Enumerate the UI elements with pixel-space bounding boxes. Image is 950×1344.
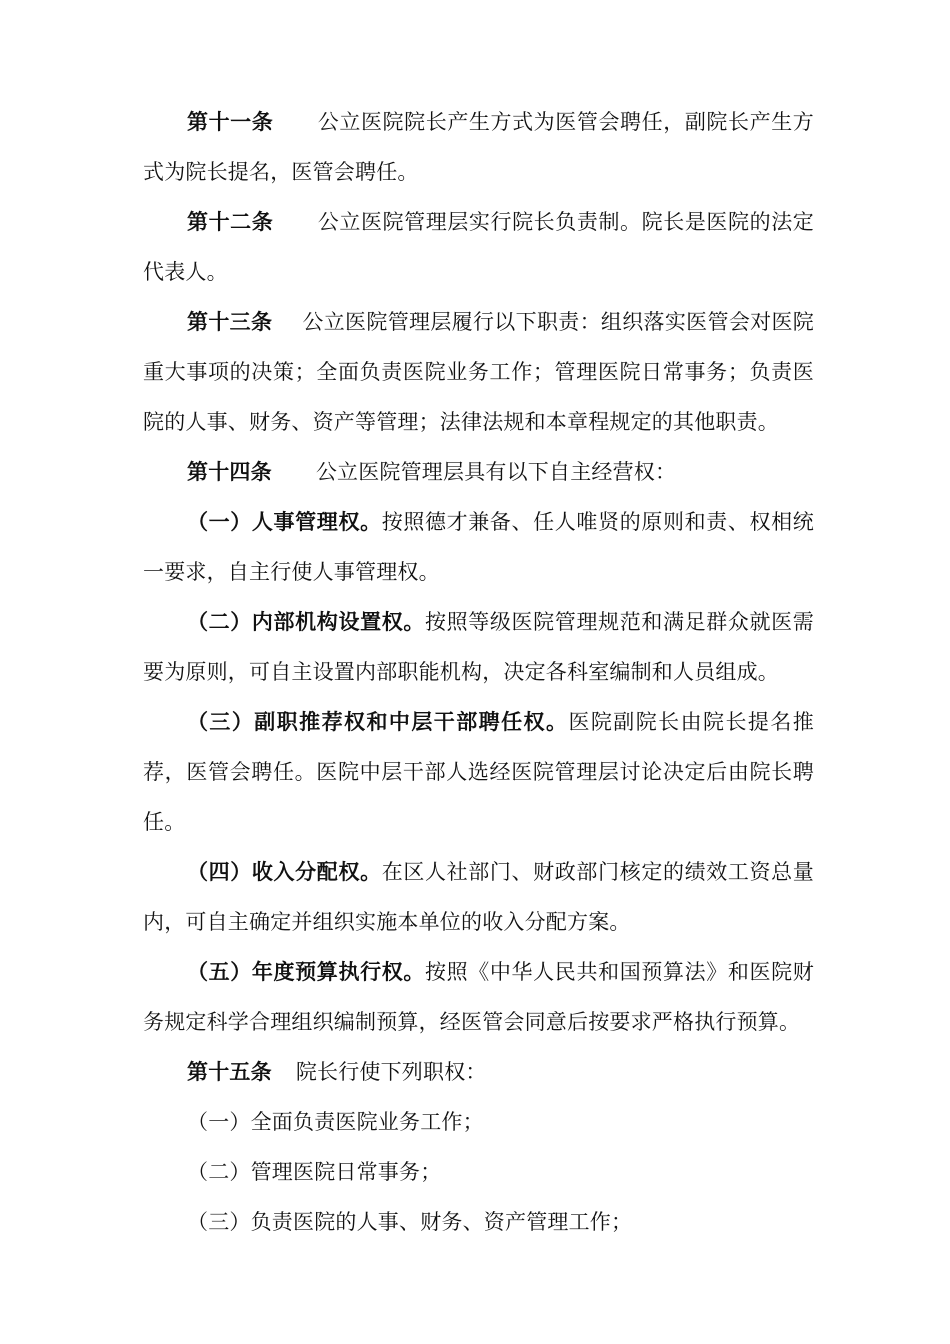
list-item <box>143 1097 814 1147</box>
clause-text: 按照《中华人民共和国预算法》和医院财务规定科学合理组织编制预算，经医管会同意后按要求严格执行预算。 <box>143 960 814 1034</box>
article-text: 公立医院管理层实行院长负责制。院长是医院的法定代表人。 <box>143 210 814 284</box>
list-item-text: （三）负责医院的人事、财务、资产管理工作； <box>187 1210 633 1234</box>
clause-lead: （二）内部机构设置权。 <box>187 609 425 634</box>
article-12 <box>143 197 814 297</box>
article-number: 第十一条 <box>187 109 274 134</box>
clause-text: 在区人社部门、财政部门核定的绩效工资总量内，可自主确定并组织实施本单位的收入分配方案。 <box>143 860 814 934</box>
list-item-text: （一）全面负责医院业务工作； <box>187 1110 484 1134</box>
article-number: 第十二条 <box>187 209 274 234</box>
clause-budget <box>143 947 814 1047</box>
clause-income <box>143 847 814 947</box>
article-text: 公立医院管理层具有以下自主经营权： <box>315 460 677 484</box>
article-11 <box>143 97 814 197</box>
clause-structure <box>143 597 814 697</box>
clause-lead: （三）副职推荐权和中层干部聘任权。 <box>187 709 569 734</box>
clause-lead: （四）收入分配权。 <box>187 859 382 884</box>
document-body <box>143 97 814 1247</box>
article-number: 第十五条 <box>187 1059 272 1084</box>
article-number: 第十四条 <box>187 459 272 484</box>
article-text: 公立医院院长产生方式为医管会聘任，副院长产生方式为院长提名，医管会聘任。 <box>143 110 814 184</box>
clause-text: 医院副院长由院长提名推荐，医管会聘任。医院中层干部人选经医院管理层讨论决定后由院长聘任。 <box>143 710 815 834</box>
list-item <box>143 1147 814 1197</box>
article-text: 院长行使下列职权： <box>295 1060 487 1084</box>
clause-text: 按照等级医院管理规范和满足群众就医需要为原则，可自主设置内部职能机构，决定各科室编制和人员组成。 <box>143 610 814 684</box>
clause-appointment <box>143 697 814 847</box>
list-item-text: （二）管理医院日常事务； <box>187 1160 442 1184</box>
clause-text: 按照德才兼备、任人唯贤的原则和责、权相统一要求，自主行使人事管理权。 <box>143 510 814 584</box>
clause-personnel <box>143 497 814 597</box>
article-number: 第十三条 <box>187 309 273 334</box>
clause-lead: （五）年度预算执行权。 <box>187 959 425 984</box>
clause-lead: （一）人事管理权。 <box>187 509 382 534</box>
article-text: 公立医院管理层履行以下职责：组织落实医管会对医院重大事项的决策；全面负责医院业务工作；管理医院日常事务；负责医院的人事、财务、资产等管理；法律法规和本章程规定的其他职责。 <box>143 310 814 434</box>
list-item <box>143 1197 814 1247</box>
article-13 <box>143 297 814 447</box>
article-14 <box>143 447 814 497</box>
article-15 <box>143 1047 814 1097</box>
